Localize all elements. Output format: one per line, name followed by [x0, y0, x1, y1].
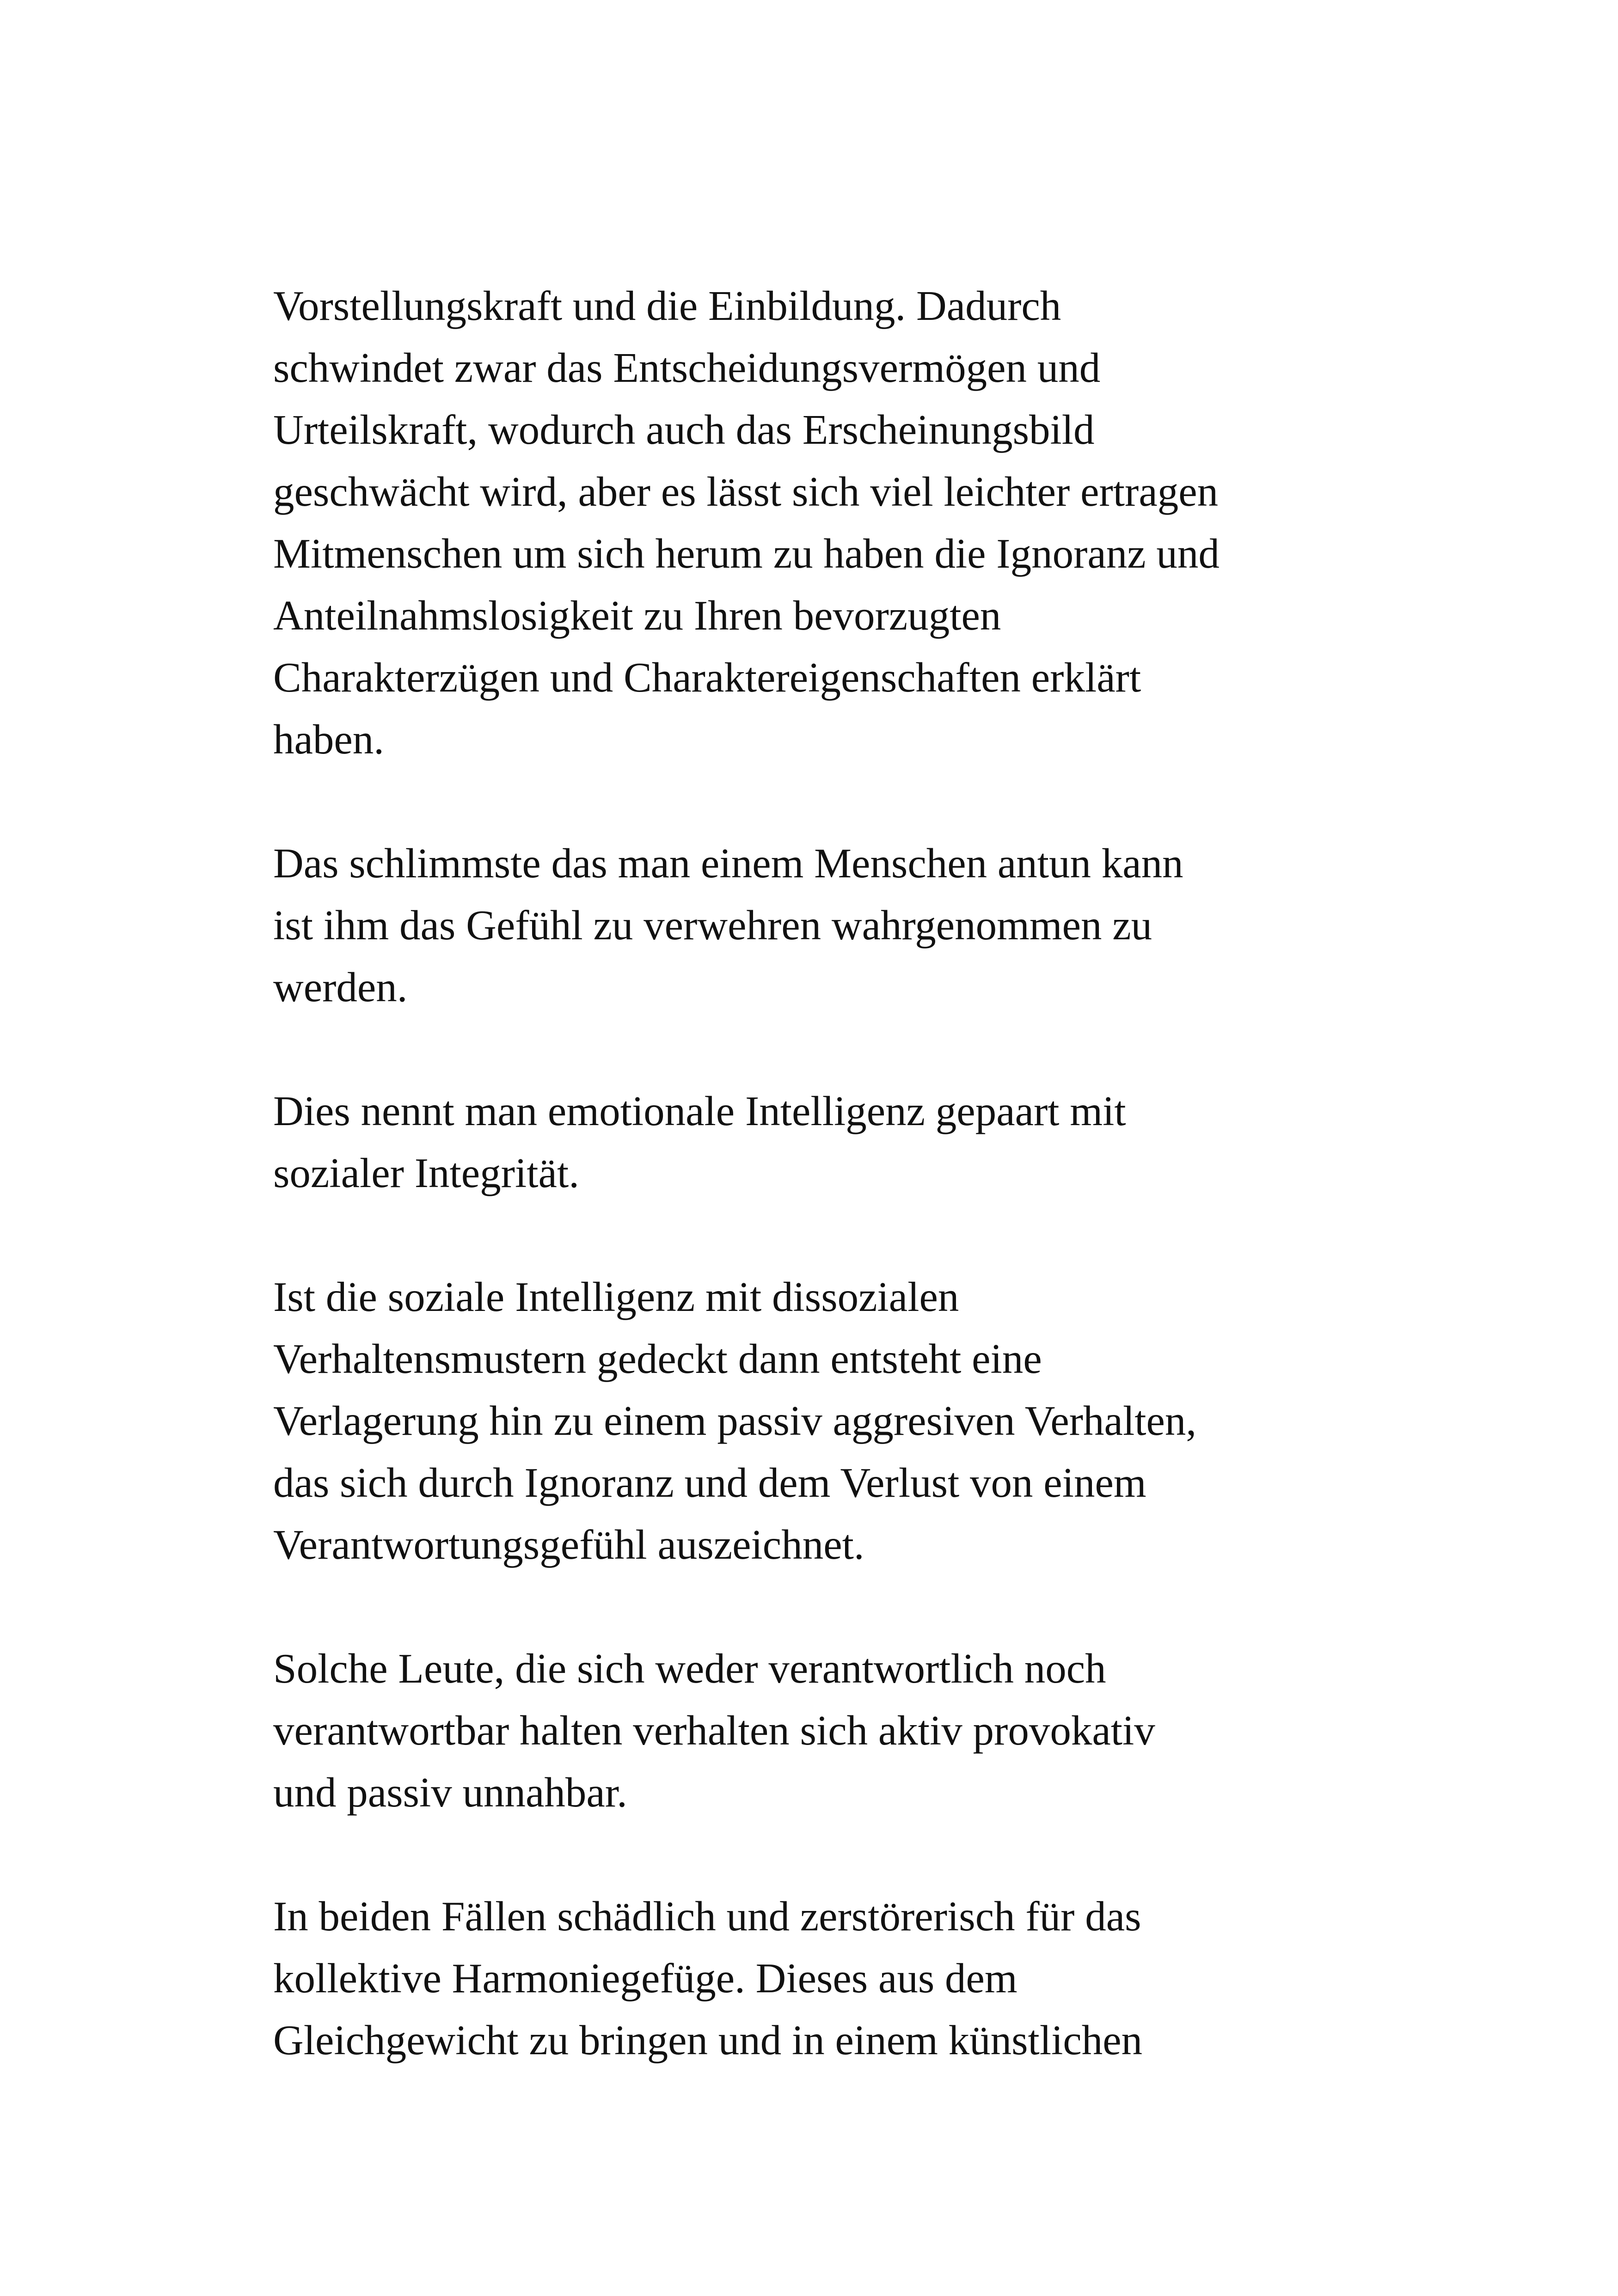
body-text: [273, 275, 1383, 2133]
paragraph-3: [273, 1080, 1383, 1204]
text-line: werden.: [273, 964, 408, 1010]
text-line: haben.: [273, 716, 385, 763]
paragraph-1: [273, 275, 1383, 771]
text-line: Vorstellungskraft und die Einbildung. Dadurch: [273, 282, 1061, 329]
text-line: Verhaltensmustern gedeckt dann entsteht eine: [273, 1335, 1042, 1382]
text-line: Charakterzügen und Charaktereigenschaften erklärt: [273, 654, 1141, 701]
text-line: ist ihm das Gefühl zu verwehren wahrgenommen zu: [273, 902, 1152, 949]
text-line: Anteilnahmslosigkeit zu Ihren bevorzugten: [273, 592, 1001, 639]
text-line: Verantwortungsgefühl auszeichnet.: [273, 1521, 864, 1568]
text-line: kollektive Harmoniegefüge. Dieses aus dem: [273, 1955, 1017, 2002]
text-line: sozialer Integrität.: [273, 1150, 579, 1196]
text-line: Dies nennt man emotionale Intelligenz gepaart mit: [273, 1088, 1126, 1134]
paragraph-2: [273, 833, 1383, 1018]
paragraph-5: [273, 1638, 1383, 1824]
text-line: Urteilskraft, wodurch auch das Erscheinungsbild: [273, 406, 1095, 453]
paragraph-6: [273, 1886, 1383, 2071]
text-line: Ist die soziale Intelligenz mit dissozialen: [273, 1274, 959, 1320]
text-line: Das schlimmste das man einem Menschen antun kann: [273, 840, 1183, 887]
text-line: verantwortbar halten verhalten sich aktiv provokativ: [273, 1707, 1155, 1754]
text-line: Mitmenschen um sich herum zu haben die Ignoranz und: [273, 530, 1220, 577]
text-line: das sich durch Ignoranz und dem Verlust von einem: [273, 1459, 1146, 1506]
paragraph-4: [273, 1266, 1383, 1576]
text-line: Gleichgewicht zu bringen und in einem künstlichen: [273, 2017, 1143, 2063]
text-line: schwindet zwar das Entscheidungsvermögen und: [273, 344, 1101, 391]
text-line: In beiden Fällen schädlich und zerstörerisch für das: [273, 1893, 1141, 1940]
text-line: Solche Leute, die sich weder verantwortlich noch: [273, 1645, 1106, 1692]
text-line: und passiv unnahbar.: [273, 1769, 627, 1816]
text-line: geschwächt wird, aber es lässt sich viel leichter ertragen: [273, 468, 1219, 515]
text-line: Verlagerung hin zu einem passiv aggresiven Verhalten,: [273, 1397, 1197, 1444]
